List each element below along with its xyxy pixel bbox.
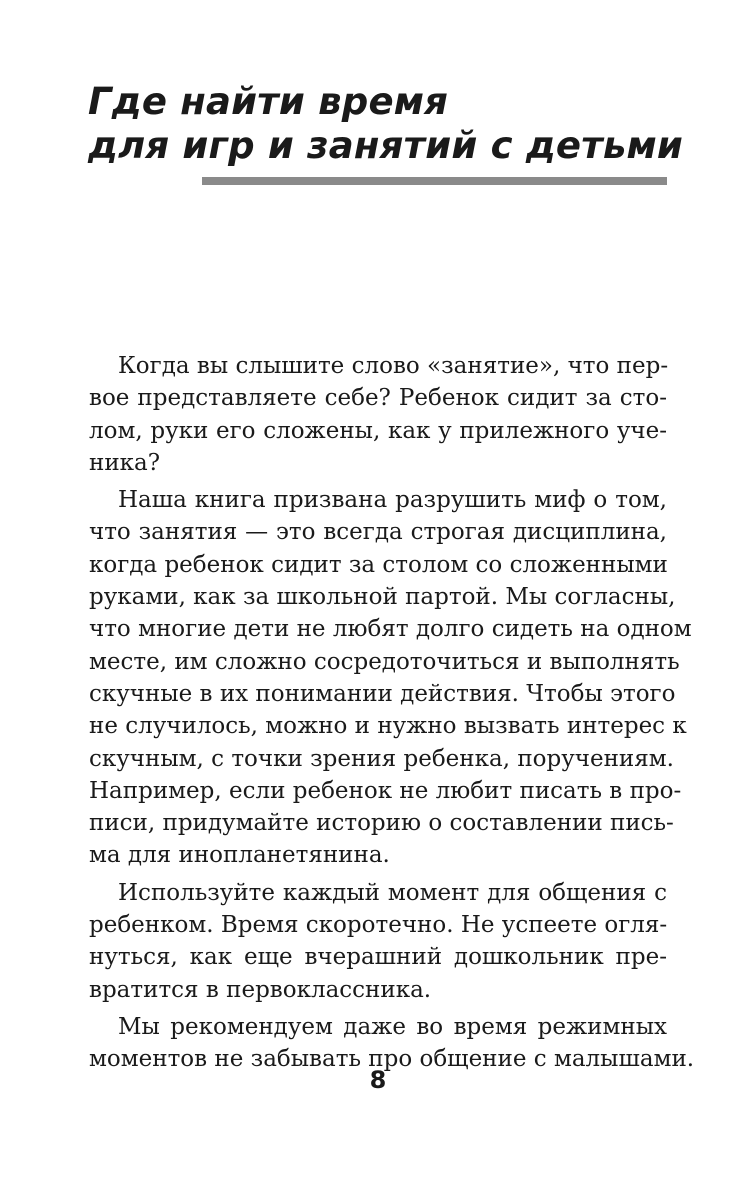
text-line: Когда вы слышите слово «занятие», что пер- <box>118 353 669 379</box>
text-line: руками, как за школьной партой. Мы согласны, <box>89 584 676 611</box>
chapter-title-line: для игр и занятий с детьми <box>88 124 684 167</box>
text-line: Наша книга призвана разрушить миф о том, <box>118 487 667 514</box>
title-underline-rule <box>202 177 667 185</box>
text-line: писи, придумайте историю о составлении пись- <box>89 810 674 837</box>
chapter-title-line: Где найти время <box>88 80 449 123</box>
text-line: скучные в их понимании действия. Чтобы этого <box>89 680 676 707</box>
body-text <box>89 350 695 1081</box>
text-line: месте, им сложно сосредоточиться и выполнять <box>89 648 680 675</box>
paragraph-1 <box>89 350 667 479</box>
text-line: что многие дети не любят долго сидеть на одном <box>89 616 692 643</box>
text-line: скучным, с точки зрения ребенка, поручениям. <box>89 745 674 772</box>
text-line: ника? <box>89 449 161 476</box>
text-line: вратится в первоклассника. <box>89 976 432 1003</box>
text-line: ма для инопланетянина. <box>89 842 390 869</box>
text-line: лом, руки его сложены, как у прилежного уче- <box>89 417 667 444</box>
chapter-title <box>88 80 688 168</box>
text-line: ребенком. Время скоротечно. Не успеете огля- <box>89 912 668 939</box>
text-line: Мы рекомендуем даже во время режимных <box>118 1013 667 1040</box>
text-line: когда ребенок сидит за столом со сложенными <box>89 551 668 578</box>
text-line: что занятия — это всегда строгая дисциплина, <box>89 519 667 546</box>
paragraph-3 <box>89 877 667 1006</box>
text-line: нуться, как еще вчерашний дошкольник пре- <box>89 944 667 971</box>
text-line: не случилось, можно и нужно вызвать интерес к <box>89 713 687 740</box>
page-number: 8 <box>369 1066 387 1094</box>
text-line: Например, если ребенок не любит писать в про- <box>89 777 682 804</box>
paragraph-2 <box>89 484 692 872</box>
text-line: Используйте каждый момент для общения с <box>118 879 667 906</box>
text-line: вое представляете себе? Ребенок сидит за сто- <box>89 385 667 412</box>
text-line: моментов не забывать про общение с малышами. <box>89 1046 695 1073</box>
